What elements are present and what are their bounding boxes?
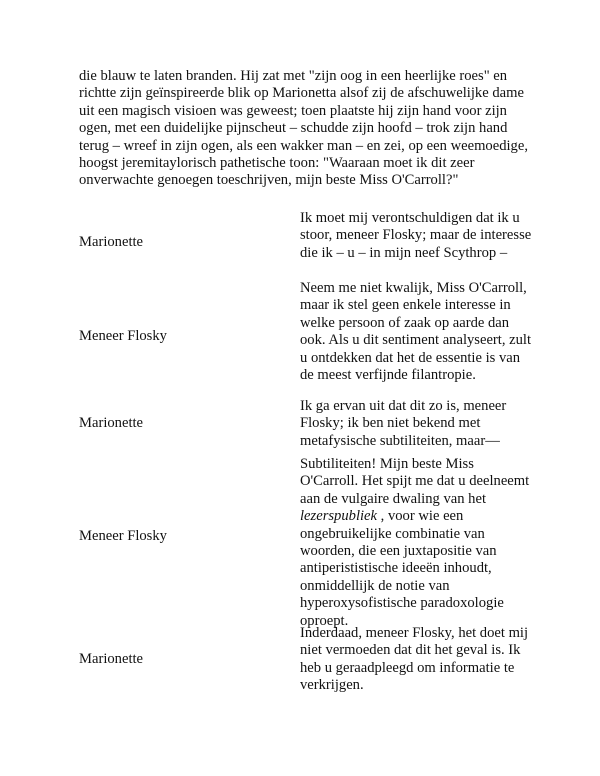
speaker-name: Marionette [79,651,144,667]
speech-text: Inderdaad, meneer Flosky, het doet mij niet vermoeden dat dit het geval is. Ik heb u geraadpleegd om informatie te verkrijgen. [300,625,529,694]
speaker-name: Meneer Flosky [79,328,167,344]
speech-text [300,456,532,630]
dialogue-row [0,625,600,705]
dialogue-row [0,280,600,395]
speaker-name: Meneer Flosky [79,528,167,544]
speaker-name: Marionette [79,415,144,431]
speaker-name: Marionette [79,234,144,250]
dialogue-row [0,210,600,280]
speech-emphasis: lezerspubliek [300,508,378,525]
speech-text-part: Subtiliteiten! Mijn beste Miss O'Carroll. Het spijt me dat u deelneemt aan de vulgaire dwaling van het [300,456,530,507]
speech-text: Ik ga ervan uit dat dit zo is, meneer Flosky; ik ben niet bekend met metafysische subtiliteiten, maar— [300,398,507,449]
speech-text: Ik moet mij verontschuldigen dat ik u stoor, meneer Flosky; maar de interesse die ik – u – in mijn neef Scythrop – [300,210,532,261]
speech-text: Neem me niet kwalijk, Miss O'Carroll, maar ik stel geen enkele interesse in welke persoon of zaak op aarde dan ook. Als u dit sentiment analyseert, zult u ontdekken dat het de essentie is van de meest verfijnde filantropie. [300,280,532,384]
intro-paragraph: die blauw te laten branden. Hij zat met "zijn oog in een heerlijke roes" en richtte zijn geïnspireerde blik op Marionetta alsof zij de afschuwelijke dame uit een magisch visioen was geweest; toen plaatste hij zijn hand voor zijn ogen, met een duidelijke pijnscheut – schudde zijn hoofd – trok zijn hand terug – wreef in zijn ogen, als een wakker man – en zei, op een weemoedige, hoogst jeremitaylorisch pathetische toon: "Waaraan moet ik dit zeer onverwachte genoegen toeschrijven, mijn beste Miss O'Carroll?" [79,68,528,189]
dialogue-row [0,398,600,453]
speech-text-part: , voor wie een ongebruikelijke combinatie van woorden, die een juxtapositie van antiperististische ideeën inhoudt, onmiddellijk de notie van hyperoxysofistische paradoxologie oproept. [300,508,504,629]
dialogue-row [0,456,600,629]
